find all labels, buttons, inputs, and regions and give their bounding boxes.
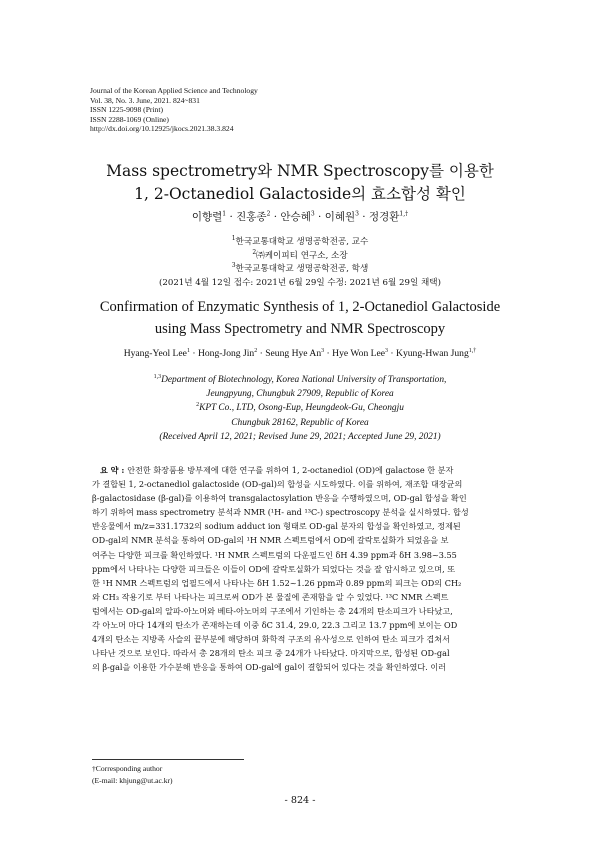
abstract-line-text: 하기 위하여 mass spectrometry 분석과 NMR (¹H- and ¹³C-) spectroscopy 분석을 실시하였다. 합성 [92, 507, 469, 518]
author-name: 이향렬 [191, 211, 223, 223]
journal-issn-print: ISSN 1225-9098 (Print) [90, 105, 163, 115]
journal-issn-online: ISSN 2288-1069 (Online) [90, 114, 169, 124]
title-english-line-1: Confirmation of Enzymatic Synthesis of 1, 2-Octanediol Galactoside [99, 299, 501, 315]
affiliation-2-line-1: $^2$KPT Co., LTD, Osong-Eup, Heungdeok-Gu, Cheongju [196, 402, 404, 414]
affiliation-korean [60, 250, 540, 264]
abstract-line [92, 548, 510, 562]
authors-korean [60, 209, 540, 224]
dates-english: (Received April 12, 2021; Revised June 29, 2021; Accepted June 29, 2021) [159, 431, 441, 442]
author-separator: · [257, 348, 266, 359]
title-english-line-2: using Mass Spectrometry and NMR Spectroscopy [154, 320, 446, 337]
affiliations-english [60, 373, 540, 444]
abstract-line [92, 463, 510, 477]
abstract [92, 463, 510, 674]
abstract-line [92, 604, 510, 618]
abstract-label: 요 약 : [100, 465, 128, 475]
abstract-line [92, 660, 510, 674]
affiliations-korean [60, 236, 540, 290]
abstract-line-text: 한 ¹H NMR 스펙트럼의 업필드에서 나타나는 δH 1.52~1.26 ppm과 0.89 ppm의 피크는 OD의 CH₂ [92, 577, 462, 588]
abstract-line [92, 519, 510, 533]
abstract-line [92, 646, 510, 660]
footnote-divider [92, 759, 244, 760]
journal-header [90, 86, 258, 134]
abstract-line-text: 반응물에서 m/z=331.1732의 sodium adduct ion 형태로 OD-gal 분자의 합성을 확인하였고, 정제된 [92, 521, 461, 532]
abstract-line [92, 562, 510, 576]
author-name: 정경환 [368, 211, 400, 223]
journal-volume: Vol. 38, No. 3. June, 2021. 824~831 [90, 95, 200, 105]
author-affiliation-marker: 3 [385, 347, 389, 354]
author-affiliation-marker: 3 [355, 210, 359, 218]
page-number: - 824 - [284, 795, 316, 806]
affiliation-2-line-2: Chungbuk 28162, Republic of Korea [231, 417, 369, 428]
abstract-line [92, 491, 510, 505]
affiliation-text: 한국교통대학교 생명공학전공, 교수 [235, 237, 369, 247]
abstract-line [92, 505, 510, 519]
author-name: Seung Hye An [265, 348, 322, 359]
affiliation-marker: 1,3 [153, 373, 162, 380]
author-name: 이혜원 [324, 211, 356, 223]
affiliation-marker: 2 [196, 402, 200, 409]
author-name: Hye Won Lee [332, 348, 386, 359]
footnote [92, 763, 173, 786]
author-separator: · [189, 348, 198, 359]
author-name: 안승혜 [280, 211, 311, 223]
affiliation-1-3-line-2: Jeungpyung, Chungbuk 27909, Republic of Korea [206, 389, 394, 400]
author-affiliation-marker: 1 [186, 347, 190, 354]
abstract-line-text: 나타난 것으로 보인다. 따라서 총 28개의 탄소 피크 중 24개가 나타났다. 마지막으로, 합성된 OD-gal [92, 648, 450, 659]
author-affiliation-marker: 1 [222, 210, 227, 218]
title-korean-line-2: 1, 2-Octanediol Galactoside의 효소합성 확인 [134, 185, 466, 203]
affiliation-korean [60, 263, 540, 277]
abstract-line [92, 477, 510, 491]
affiliation-text: ㈜케이피티 연구소, 소장 [256, 250, 348, 261]
affiliation-marker: 1 [231, 235, 236, 243]
affiliation-1-3-line-1: $^{1,3}$Department of Biotechnology, Korea National University of Transportation, [153, 373, 447, 385]
abstract-line-text: 여주는 다양한 피크를 확인하였다. ¹H NMR 스펙트럼의 다운필드인 δH 4.39 ppm과 δH 3.98~3.55 [92, 549, 457, 560]
title-english [60, 297, 540, 340]
author-separator: · [270, 211, 281, 223]
abstract-line-text: OD-gal의 NMR 분석을 통하여 OD-gal의 ¹H NMR 스펙트럼에서 OD에 갈락토실화가 되었음을 보 [92, 535, 449, 546]
author-name: Kyung-Hwan Jung [396, 348, 469, 359]
author-separator: · [314, 211, 325, 223]
affiliation-marker: 3 [231, 262, 236, 270]
author-separator: · [358, 211, 369, 223]
abstract-line [92, 590, 510, 604]
affiliation-text: 한국교통대학교 생명공학전공, 학생 [235, 264, 369, 275]
abstract-line-text: 각 아노머 마다 14개의 탄소가 존재하는데 이중 δC 31.4, 29.0, 22.3 그리고 13.7 ppm에 보이는 OD [92, 620, 458, 631]
affiliation-korean [60, 236, 540, 250]
abstract-line-text: 럼에서는 OD-gal의 알파-아노머와 베타-아노머의 구조에서 기인하는 총 24개의 탄소피크가 나타났고, [92, 605, 453, 616]
affiliation-marker: 2 [252, 248, 257, 256]
author-separator: · [226, 211, 237, 223]
abstract-line-text: 와 CH₃ 작용기로 부터 나타나는 피크로써 OD가 본 물질에 존재함을 알 수 있었다. ¹³C NMR 스펙트 [92, 591, 449, 602]
journal-name: Journal of the Korean Applied Science and Technology [90, 86, 258, 95]
abstract-line-text: β-galactosidase (β-gal)를 이용하여 transgalactosylation 반응을 수행하였으며, OD-gal 합성을 확인 [92, 493, 467, 504]
author-affiliation-marker: 3 [310, 210, 315, 218]
author-name: 진홍종 [236, 211, 267, 223]
author-affiliation-marker: 2 [254, 347, 258, 354]
author-affiliation-marker: 1,† [468, 347, 477, 354]
journal-doi[interactable]: http://dx.doi.org/10.12925/jkocs.2021.38.3.824 [90, 124, 234, 134]
abstract-line [92, 618, 510, 632]
author-separator: · [388, 348, 397, 359]
author-affiliation-marker: 1,† [399, 210, 409, 218]
abstract-line-text: 가 결합된 1, 2-octanediol galactoside (OD-gal)의 합성을 시도하였다. 이를 위하여, 재조합 대장균의 [92, 479, 463, 490]
abstract-line-text: 의 β-gal을 이용한 가수분해 반응을 통하여 OD-gal에 gal이 결합되어 있다는 것을 확인하였다. 이러 [92, 662, 447, 673]
author-separator: · [324, 348, 333, 359]
abstract-line-text: 4개의 탄소는 지방족 사슬의 끝부분에 해당하며 화학적 구조의 유사성으로 인하여 탄소 피크가 겹쳐서 [92, 634, 450, 645]
abstract-line-text: ppm에서 나타나는 다양한 피크들은 이들이 OD에 갈락토실화가 되었다는 것을 잘 암시하고 있으며, 또 [92, 563, 456, 574]
author-affiliation-marker: 2 [266, 210, 271, 218]
author-affiliation-marker: 3 [321, 347, 325, 354]
abstract-line [92, 533, 510, 547]
dates-korean: (2021년 4월 12일 접수: 2021년 6월 29일 수정: 2021년 6월 29일 채택) [159, 277, 441, 288]
affiliations-korean-list [60, 236, 540, 277]
corresponding-email[interactable]: (E-mail: khjung@ut.ac.kr) [92, 775, 173, 785]
abstract-line [92, 632, 510, 646]
title-korean-line-1: Mass spectrometry와 NMR Spectroscopy를 이용한 [106, 162, 494, 180]
author-name: Hyang-Yeol Lee [123, 348, 187, 359]
title-korean [60, 160, 540, 206]
authors-english [60, 348, 540, 359]
abstract-line [92, 576, 510, 590]
corresponding-author-note: †Corresponding author [92, 764, 163, 773]
abstract-line-text: 안전한 화장품용 방부제에 대한 연구를 위하여 1, 2-octanediol (OD)에 galactose 한 분자 [127, 465, 454, 475]
author-name: Hong-Jong Jin [197, 348, 255, 359]
